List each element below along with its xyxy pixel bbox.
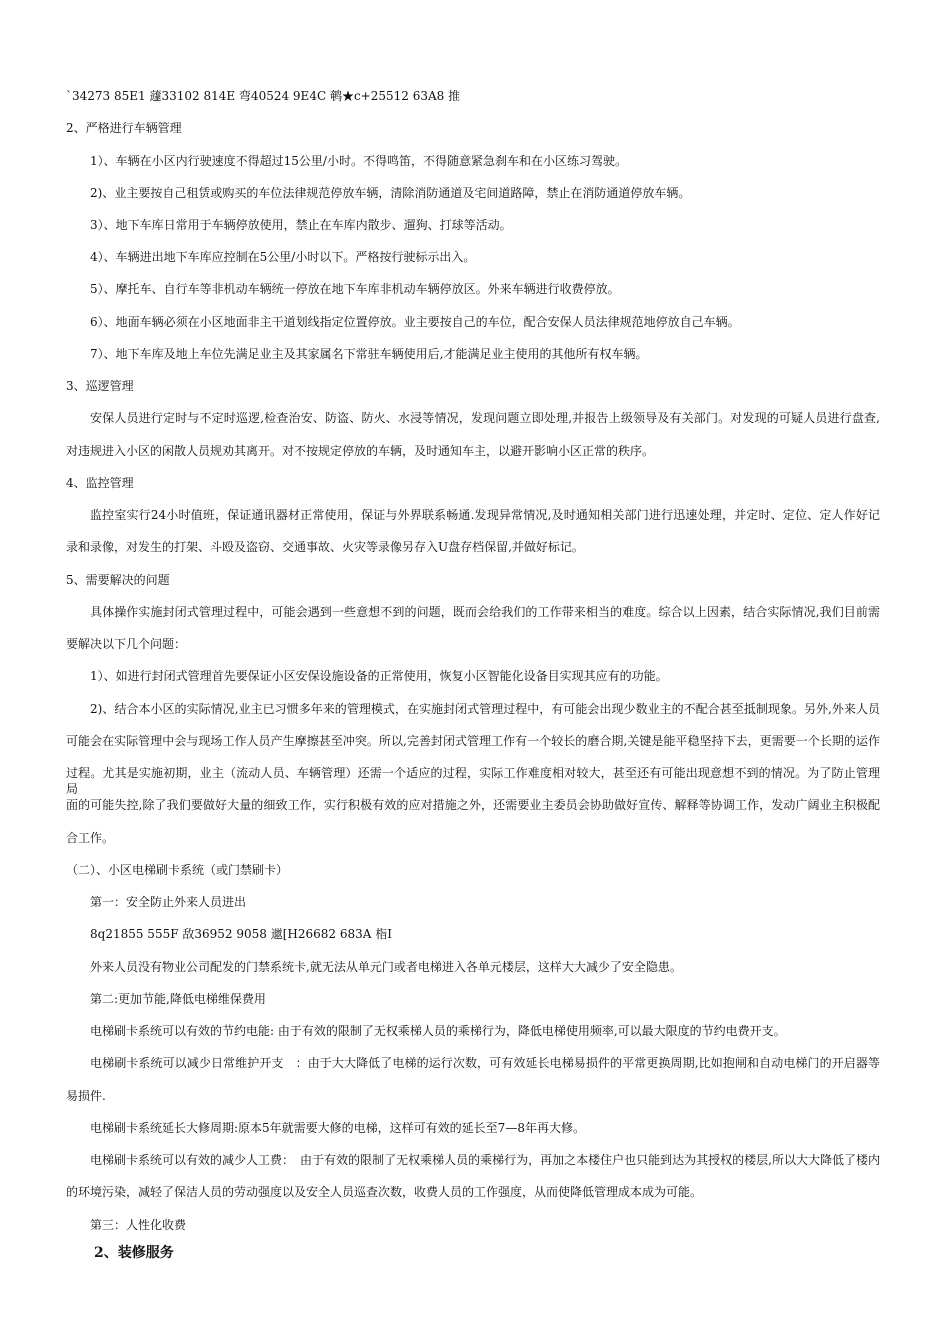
paragraph-line: 电梯刷卡系统可以减少日常维护开支 ：由于大大降低了电梯的运行次数，可有效延长电梯易损件的平常更换周期,比如抱闸和自动电梯门的开启器等 [90,1056,880,1070]
list-item: 4）、车辆进出地下车库应控制在5公里/小时以下。严格按行驶标示出入。 [90,250,476,264]
paragraph-line: 监控室实行24小时值班，保证通讯器材正常使用，保证与外界联系畅通.发现异常情况,及时通知相关部门进行迅速处理，并定时、定位、定人作好记 [90,508,880,522]
subheading: 第三：人性化收费 [90,1218,187,1232]
section-heading-monitoring-management: 4、监控管理 [66,476,134,490]
section-heading-decoration-service: 2、装修服务 [94,1245,174,1261]
paragraph-line: 安保人员进行定时与不定时巡逻,检查治安、防盗、防火、水浸等情况，发现问题立即处理,并报告上级领导及有关部门。对发现的可疑人员进行盘查, [90,411,880,425]
paragraph-line: 可能会在实际管理中会与现场工作人员产生摩擦甚至冲突。所以,完善封闭式管理工作有一个较长的磨合期,关键是能平稳坚持下去，更需要一个长期的运作 [66,734,880,748]
paragraph-line: 电梯刷卡系统可以有效的减少人工费： 由于有效的限制了无权乘梯人员的乘梯行为，再加之本楼住户也只能到达为其授权的楼层,所以大大降低了楼内 [90,1153,880,1167]
section-heading-problems: 5、需要解决的问题 [66,573,170,587]
paragraph-line: 要解决以下几个问题： [66,637,187,651]
paragraph-line: 合工作。 [66,831,115,845]
paragraph-line: 外来人员没有物业公司配发的门禁系统卡,就无法从单元门或者电梯进入各单元楼层，这样大大减少了安全隐患。 [90,960,682,974]
list-item: 7）、地下车库及地上车位先满足业主及其家属名下常驻车辆使用后,才能满足业主使用的其他所有权车辆。 [90,347,648,361]
paragraph-line: 的环境污染，减轻了保洁人员的劳动强度以及安全人员巡查次数，收费人员的工作强度，从而使降低管理成本成为可能。 [66,1185,703,1199]
section-heading-patrol-management: 3、巡逻管理 [66,379,134,393]
paragraph-line: 具体操作实施封闭式管理过程中，可能会遇到一些意想不到的问题，既而会给我们的工作带来相当的难度。综合以上因素，结合实际情况,我们目前需 [90,605,880,619]
list-item: 2)、业主要按自己租赁或购买的车位法律规范停放车辆，清除消防通道及宅间道路障，禁止在消防通道停放车辆。 [90,186,691,200]
subheading: 第二:更加节能,降低电梯维保费用 [90,992,266,1006]
list-item: 1）、车辆在小区内行驶速度不得超过15公里/小时。不得鸣笛，不得随意紧急刹车和在小区练习驾驶。 [90,154,627,168]
section-heading-vehicle-management: 2、严格进行车辆管理 [66,121,182,135]
paragraph-line: 电梯刷卡系统延长大修周期:原本5年就需要大修的电梯，这样可有效的延长至7—8年再大修。 [90,1121,585,1135]
paragraph-line: 录和录像，对发生的打架、斗殴及盗窃、交通事故、火灾等录像另存入U盘存档保留,并做好标记。 [66,540,584,554]
paragraph-line: 2)、结合本小区的实际情况,业主已习惯多年来的管理模式，在实施封闭式管理过程中，有可能会出现少数业主的不配合甚至抵制现象。另外,外来人员 [90,702,880,716]
paragraph-line: 易损件. [66,1089,106,1103]
list-item: 3）、地下车库日常用于车辆停放使用，禁止在车库内散步、遛狗、打球等活动。 [90,218,512,232]
list-item: 5）、摩托车、自行车等非机动车辆统一停放在地下车库非机动车辆停放区。外来车辆进行收费停放。 [90,282,620,296]
list-item: 6）、地面车辆必须在小区地面非主干道划线指定位置停放。业主要按自己的车位，配合安保人员法律规范地停放自己车辆。 [90,315,740,329]
paragraph-line: 电梯刷卡系统可以有效的节约电能: 由于有效的限制了无权乘梯人员的乘梯行为，降低电梯使用频率,可以最大限度的节约电费开支。 [90,1024,786,1038]
subheading: 第一：安全防止外来人员进出 [90,895,247,909]
paragraph-line: 对违规进入小区的闲散人员规劝其离开。对不按规定停放的车辆，及时通知车主，以避开影响小区正常的秩序。 [66,444,655,458]
garbled-text-line: 8q21855 555F 敌36952 9058 邋[H26682 683A 栺I [90,927,392,941]
paragraph-line: 过程。尤其是实施初期，业主（流动人员、车辆管理）还需一个适应的过程，实际工作难度相对较大，甚至还有可能出现意想不到的情况。为了防止管理局 [66,766,880,796]
paragraph-line: 面的可能失控,除了我们要做好大量的细致工作，实行积极有效的应对措施之外，还需要业主委员会协助做好宣传、解释等协调工作，发动广阔业主积极配 [66,798,880,812]
garbled-text-line: `34273 85E1 蘧33102 814E 弯40524 9E4C 鹌★c+25512 63A8 推 [66,89,461,103]
section-heading-elevator-card-system: （二）、小区电梯刷卡系统（或门禁刷卡） [66,863,289,877]
list-item: 1）、如进行封闭式管理首先要保证小区安保设施设备的正常使用，恢复小区智能化设备目实现其应有的功能。 [90,669,668,683]
